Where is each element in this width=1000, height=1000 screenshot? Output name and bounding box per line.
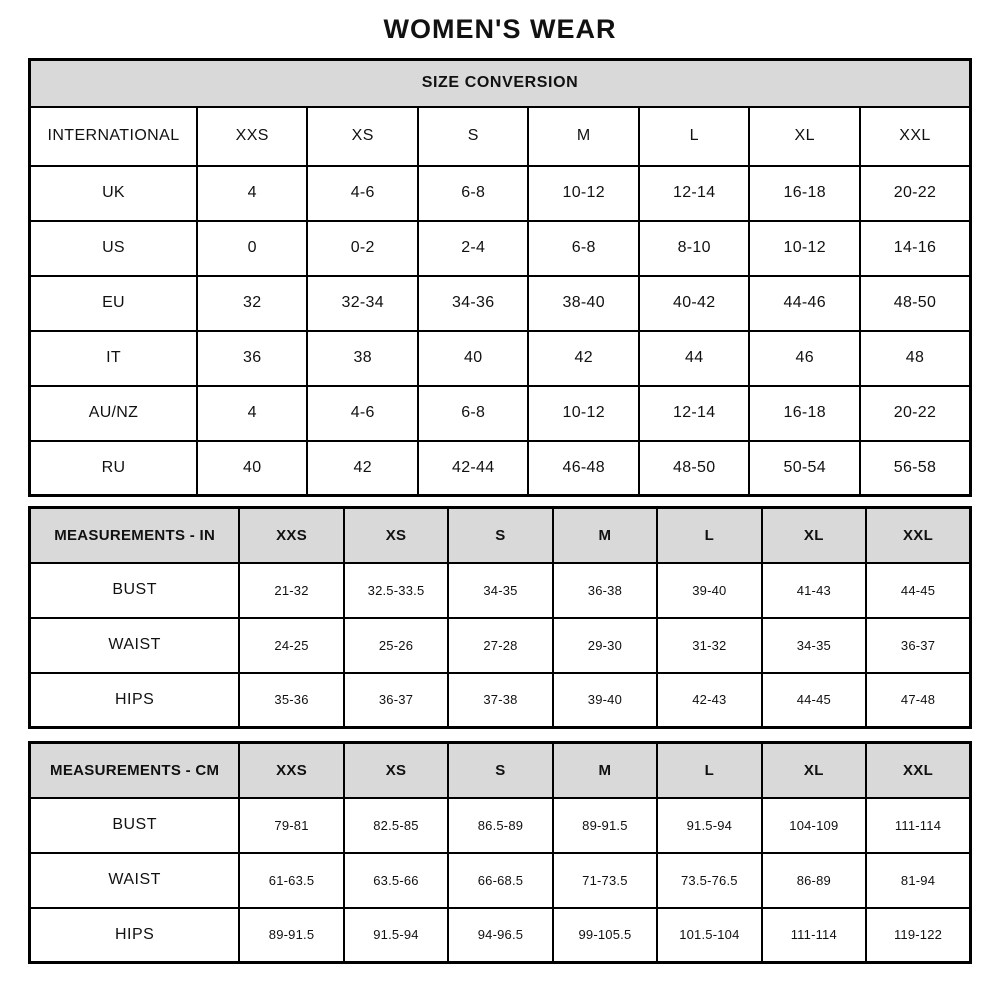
table-row [30,673,971,728]
size-column-header: L [657,508,761,563]
row-label: WAIST [30,853,240,908]
table-row [30,221,971,276]
table-row [30,386,971,441]
table-banner-row [30,60,971,107]
table-row [30,331,971,386]
size-value-cell: 0 [197,221,308,276]
size-value-cell: 48-50 [860,276,971,331]
table-label-header: INTERNATIONAL [30,107,197,166]
size-value-cell: 4-6 [307,386,418,441]
size-column-header: M [553,743,657,798]
table-row [30,853,971,908]
row-label: HIPS [30,908,240,963]
row-label: HIPS [30,673,240,728]
size-column-header: XXS [239,508,343,563]
size-column-header: XS [307,107,418,166]
table-header-row [30,107,971,166]
table-header-row [30,508,971,563]
size-value-cell: 37-38 [448,673,552,728]
size-value-cell: 21-32 [239,563,343,618]
size-column-header: M [553,508,657,563]
table-banner: SIZE CONVERSION [30,60,971,107]
size-value-cell: 119-122 [866,908,970,963]
table-row [30,618,971,673]
size-value-cell: 44-45 [866,563,970,618]
size-value-cell: 20-22 [860,386,971,441]
size-column-header: XL [762,743,866,798]
size-value-cell: 89-91.5 [553,798,657,853]
size-value-cell: 2-4 [418,221,529,276]
size-value-cell: 24-25 [239,618,343,673]
size-value-cell: 20-22 [860,166,971,221]
size-value-cell: 32 [197,276,308,331]
size-value-cell: 42 [307,441,418,496]
size-value-cell: 34-36 [418,276,529,331]
size-value-cell: 4 [197,386,308,441]
size-value-cell: 32.5-33.5 [344,563,448,618]
size-value-cell: 99-105.5 [553,908,657,963]
size-value-cell: 47-48 [866,673,970,728]
size-column-header: L [657,743,761,798]
page-title: WOMEN'S WEAR [383,14,617,44]
size-value-cell: 14-16 [860,221,971,276]
size-value-cell: 91.5-94 [657,798,761,853]
size-value-cell: 86-89 [762,853,866,908]
measurements-cm-table [28,741,972,964]
size-value-cell: 31-32 [657,618,761,673]
size-value-cell: 32-34 [307,276,418,331]
table-row [30,441,971,496]
size-value-cell: 27-28 [448,618,552,673]
table-row [30,276,971,331]
size-value-cell: 111-114 [866,798,970,853]
size-value-cell: 39-40 [657,563,761,618]
size-value-cell: 36-38 [553,563,657,618]
row-label: UK [30,166,197,221]
size-column-header: XXL [866,743,970,798]
size-value-cell: 42 [528,331,639,386]
row-label: BUST [30,563,240,618]
size-value-cell: 48 [860,331,971,386]
size-value-cell: 44 [639,331,750,386]
size-value-cell: 91.5-94 [344,908,448,963]
size-value-cell: 40-42 [639,276,750,331]
size-value-cell: 46-48 [528,441,639,496]
size-value-cell: 63.5-66 [344,853,448,908]
size-value-cell: 104-109 [762,798,866,853]
size-column-header: S [448,508,552,563]
size-value-cell: 39-40 [553,673,657,728]
table-row [30,798,971,853]
size-value-cell: 40 [197,441,308,496]
size-column-header: S [418,107,529,166]
size-value-cell: 6-8 [528,221,639,276]
size-value-cell: 12-14 [639,386,750,441]
size-value-cell: 46 [749,331,860,386]
size-value-cell: 34-35 [448,563,552,618]
size-value-cell: 61-63.5 [239,853,343,908]
size-value-cell: 4-6 [307,166,418,221]
size-value-cell: 50-54 [749,441,860,496]
size-value-cell: 73.5-76.5 [657,853,761,908]
row-label: BUST [30,798,240,853]
size-value-cell: 111-114 [762,908,866,963]
size-column-header: M [528,107,639,166]
table-row [30,908,971,963]
row-label: AU/NZ [30,386,197,441]
size-column-header: XXS [239,743,343,798]
size-value-cell: 38 [307,331,418,386]
size-value-cell: 38-40 [528,276,639,331]
size-value-cell: 66-68.5 [448,853,552,908]
size-value-cell: 36 [197,331,308,386]
row-label: WAIST [30,618,240,673]
size-value-cell: 71-73.5 [553,853,657,908]
size-column-header: XL [762,508,866,563]
size-value-cell: 16-18 [749,386,860,441]
size-conversion-table [28,58,972,497]
size-column-header: XXL [860,107,971,166]
size-value-cell: 101.5-104 [657,908,761,963]
size-column-header: S [448,743,552,798]
table-row [30,166,971,221]
size-value-cell: 40 [418,331,529,386]
size-value-cell: 36-37 [866,618,970,673]
row-label: IT [30,331,197,386]
size-value-cell: 25-26 [344,618,448,673]
row-label: EU [30,276,197,331]
size-value-cell: 89-91.5 [239,908,343,963]
size-value-cell: 6-8 [418,166,529,221]
size-value-cell: 29-30 [553,618,657,673]
size-value-cell: 35-36 [239,673,343,728]
size-value-cell: 48-50 [639,441,750,496]
size-column-header: L [639,107,750,166]
size-column-header: XXL [866,508,970,563]
table-row [30,563,971,618]
size-value-cell: 86.5-89 [448,798,552,853]
size-value-cell: 42-44 [418,441,529,496]
row-label: US [30,221,197,276]
size-value-cell: 10-12 [749,221,860,276]
size-value-cell: 16-18 [749,166,860,221]
size-value-cell: 79-81 [239,798,343,853]
size-value-cell: 6-8 [418,386,529,441]
size-value-cell: 42-43 [657,673,761,728]
size-column-header: XS [344,743,448,798]
table-header-row [30,743,971,798]
table-label-header: MEASUREMENTS - IN [30,508,240,563]
size-column-header: XL [749,107,860,166]
size-value-cell: 44-46 [749,276,860,331]
size-value-cell: 36-37 [344,673,448,728]
size-value-cell: 10-12 [528,166,639,221]
size-value-cell: 10-12 [528,386,639,441]
size-column-header: XS [344,508,448,563]
size-value-cell: 44-45 [762,673,866,728]
size-column-header: XXS [197,107,308,166]
table-label-header: MEASUREMENTS - CM [30,743,240,798]
size-value-cell: 0-2 [307,221,418,276]
measurements-in-table [28,506,972,729]
size-value-cell: 41-43 [762,563,866,618]
size-value-cell: 56-58 [860,441,971,496]
size-value-cell: 4 [197,166,308,221]
size-value-cell: 81-94 [866,853,970,908]
size-value-cell: 34-35 [762,618,866,673]
size-value-cell: 12-14 [639,166,750,221]
size-value-cell: 94-96.5 [448,908,552,963]
size-value-cell: 8-10 [639,221,750,276]
size-value-cell: 82.5-85 [344,798,448,853]
row-label: RU [30,441,197,496]
